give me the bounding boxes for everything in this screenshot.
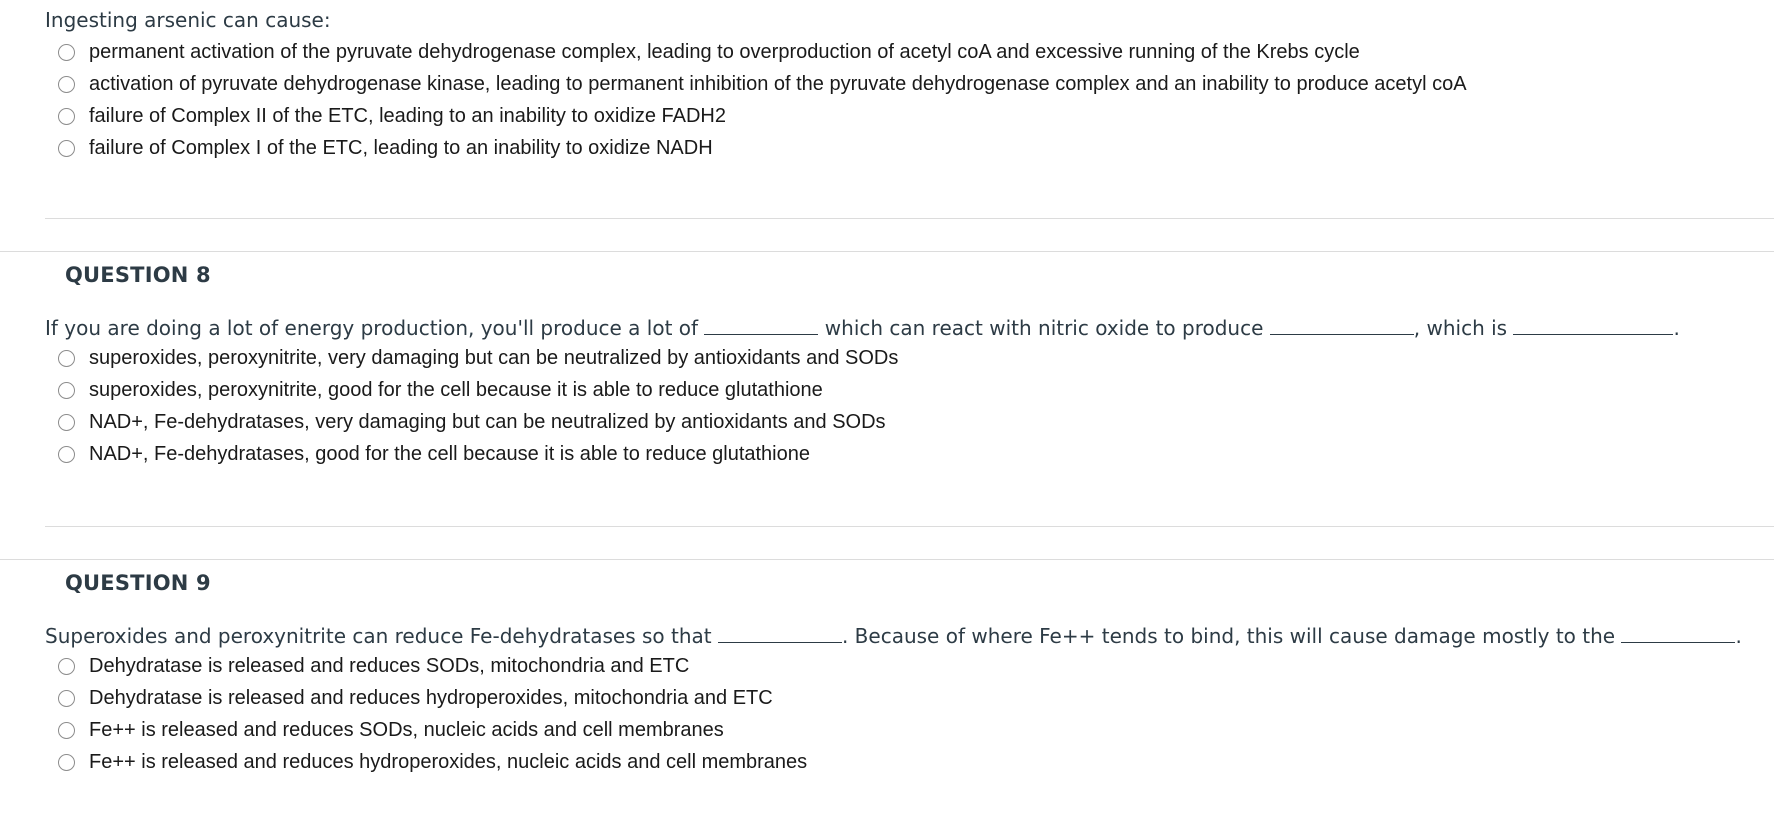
question-9-option-4[interactable] (45, 746, 1774, 778)
question-9-option-2[interactable] (45, 682, 1774, 714)
question-9-stem (45, 624, 1774, 648)
radio-button[interactable] (58, 414, 75, 431)
stem-text: . Because of where Fe++ tends to bind, this will cause damage mostly to the (841, 624, 1622, 648)
question-7-option-4[interactable] (45, 132, 1774, 164)
radio-button[interactable] (58, 44, 75, 61)
question-divider (45, 218, 1774, 219)
question-9-option-1[interactable] (45, 650, 1774, 682)
question-8-option-4[interactable] (45, 438, 1774, 470)
radio-button[interactable] (58, 382, 75, 399)
section-divider (0, 251, 1774, 252)
radio-button[interactable] (58, 658, 75, 675)
option-label: failure of Complex II of the ETC, leading to an inability to oxidize FADH2 (89, 104, 726, 127)
question-8-options (45, 342, 1774, 470)
radio-button[interactable] (58, 754, 75, 771)
stem-text: which can react with nitric oxide to produce (818, 316, 1270, 340)
question-9 (45, 624, 1774, 778)
question-8 (45, 316, 1774, 470)
question-9-options (45, 650, 1774, 778)
question-8-header: QUESTION 8 (65, 263, 211, 287)
question-8-option-1[interactable] (45, 342, 1774, 374)
option-label: Fe++ is released and reduces hydroperoxides, nucleic acids and cell membranes (89, 750, 808, 773)
answer-blank-1 (704, 316, 818, 335)
answer-blank-3 (1513, 316, 1673, 335)
option-label: superoxides, peroxynitrite, good for the cell because it is able to reduce glutathione (89, 378, 823, 401)
stem-text: , which is (1413, 316, 1514, 340)
option-label: NAD+, Fe-dehydratases, very damaging but can be neutralized by antioxidants and SODs (89, 410, 886, 433)
radio-button[interactable] (58, 76, 75, 93)
stem-text: . (1735, 624, 1742, 648)
option-label: permanent activation of the pyruvate dehydrogenase complex, leading to overproduction of acetyl coA and excessive running of the Krebs cycle (89, 40, 1360, 63)
radio-button[interactable] (58, 722, 75, 739)
question-divider (45, 526, 1774, 527)
option-label: NAD+, Fe-dehydratases, good for the cell because it is able to reduce glutathione (89, 442, 810, 465)
radio-button[interactable] (58, 140, 75, 157)
option-label: Dehydratase is released and reduces SODs, mitochondria and ETC (89, 654, 690, 677)
radio-button[interactable] (58, 690, 75, 707)
question-8-stem (45, 316, 1774, 340)
question-7-options (45, 36, 1774, 164)
answer-blank-1 (718, 624, 842, 643)
radio-button[interactable] (58, 108, 75, 125)
question-7 (45, 8, 1774, 164)
option-label: superoxides, peroxynitrite, very damaging but can be neutralized by antioxidants and SODs (89, 346, 899, 369)
question-8-option-3[interactable] (45, 406, 1774, 438)
stem-text: . (1673, 316, 1680, 340)
option-label: Dehydratase is released and reduces hydroperoxides, mitochondria and ETC (89, 686, 773, 709)
question-9-header: QUESTION 9 (65, 571, 211, 595)
stem-text: If you are doing a lot of energy production, you'll produce a lot of (45, 316, 705, 340)
section-divider (0, 559, 1774, 560)
stem-text: Superoxides and peroxynitrite can reduce Fe-dehydratases so that (45, 624, 718, 648)
question-7-stem: Ingesting arsenic can cause: (45, 8, 331, 32)
answer-blank-2 (1270, 316, 1414, 335)
answer-blank-2 (1621, 624, 1735, 643)
question-7-option-3[interactable] (45, 100, 1774, 132)
question-9-option-3[interactable] (45, 714, 1774, 746)
option-label: activation of pyruvate dehydrogenase kinase, leading to permanent inhibition of the pyruvate dehydrogenase complex and an inability to produce acetyl coA (89, 72, 1467, 95)
option-label: failure of Complex I of the ETC, leading to an inability to oxidize NADH (89, 136, 713, 159)
radio-button[interactable] (58, 446, 75, 463)
radio-button[interactable] (58, 350, 75, 367)
option-label: Fe++ is released and reduces SODs, nucleic acids and cell membranes (89, 718, 724, 741)
question-7-option-2[interactable] (45, 68, 1774, 100)
question-8-option-2[interactable] (45, 374, 1774, 406)
question-7-option-1[interactable] (45, 36, 1774, 68)
